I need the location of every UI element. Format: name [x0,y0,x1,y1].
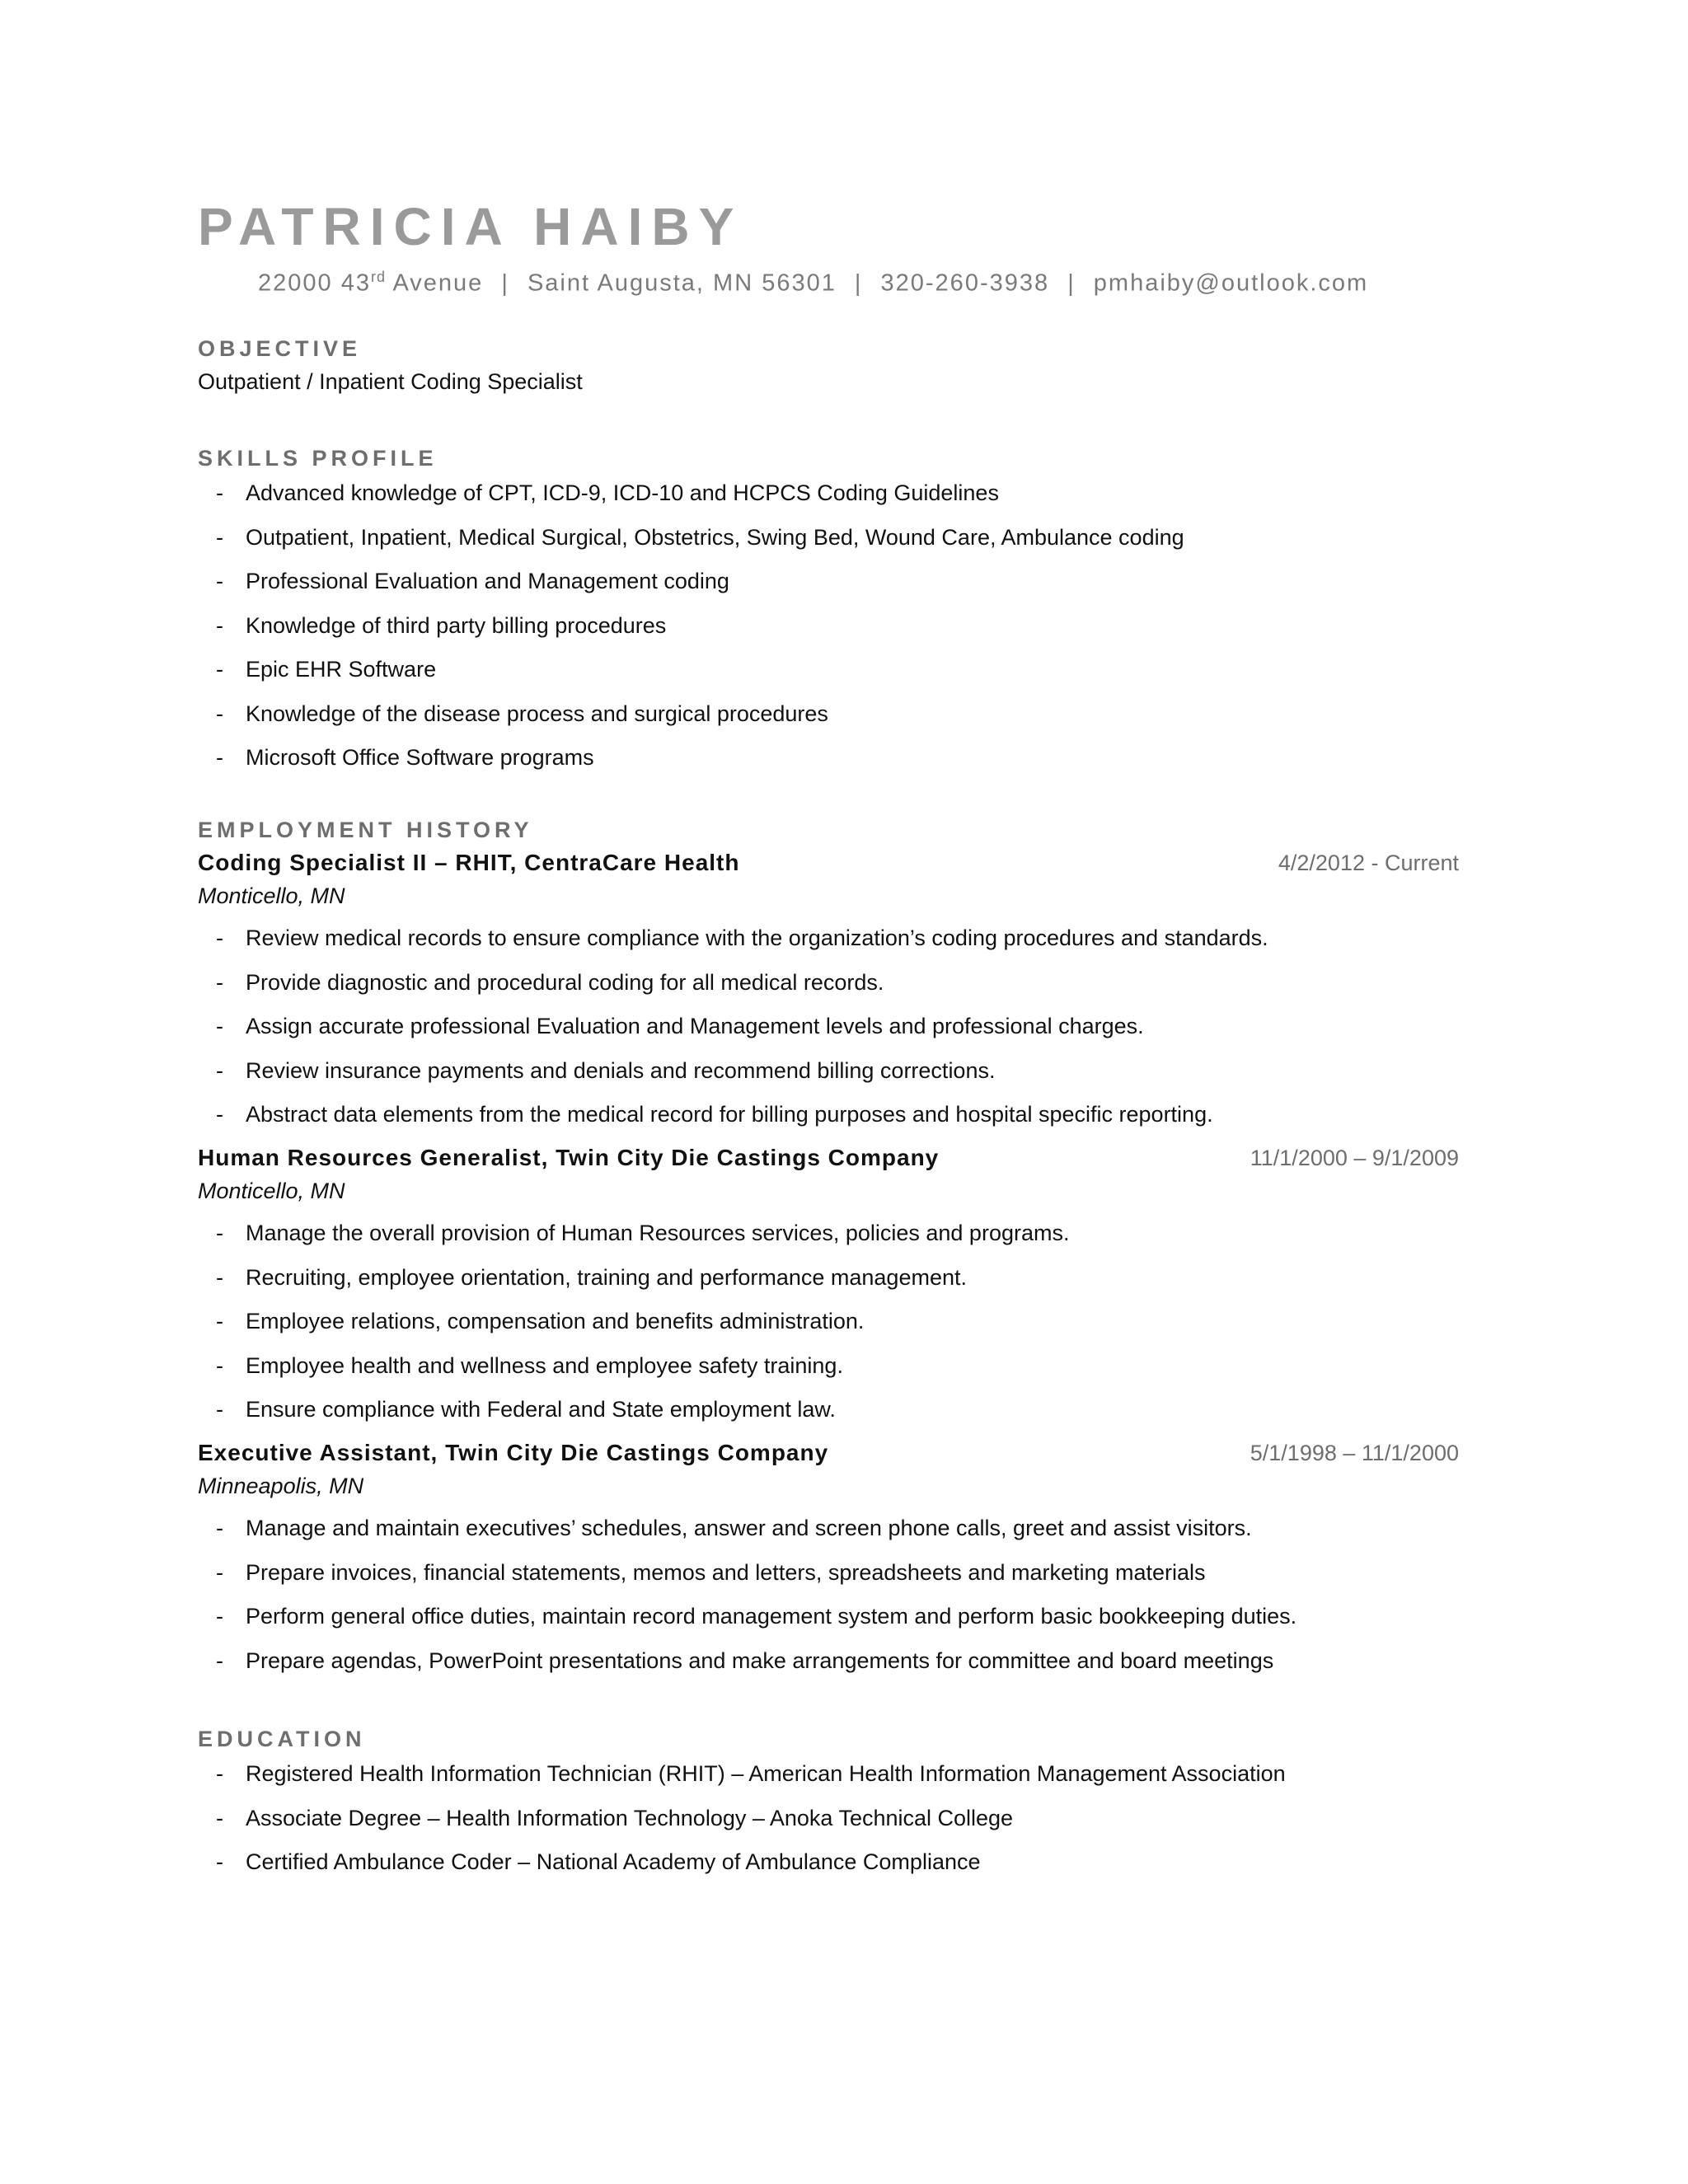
bullet-dash: - [216,480,223,505]
education-item [198,1840,1484,1885]
bullet-dash: - [216,1264,223,1290]
duty-item [198,916,1484,961]
job-dates: 5/1/1998 – 11/1/2000 [1250,1441,1459,1465]
duty-text: Recruiting, employee orientation, training and performance management. [246,1264,967,1290]
bullet-dash: - [216,1397,223,1422]
bullet-dash: - [216,1352,223,1378]
skill-item [198,736,1484,780]
bullet-dash: - [216,1604,223,1629]
job-title: Coding Specialist II – RHIT, CentraCare Health [198,850,740,875]
education-text: Associate Degree – Health Information Technology – Anoka Technical College [246,1805,1014,1830]
duty-text: Abstract data elements from the medical record for billing purposes and hospital specific reporting. [246,1102,1213,1127]
bullet-dash: - [216,524,223,550]
bullet-dash: - [216,1516,223,1540]
skill-item [198,516,1484,560]
bullet-dash: - [216,701,223,726]
job-title: Executive Assistant, Twin City Die Castings Company [198,1440,829,1465]
duty-text: Employee relations, compensation and benefits administration. [246,1309,865,1333]
address-city: Saint Augusta, MN 56301 [527,269,837,297]
address-suffix: rd [370,269,386,285]
job-duties-list [198,916,1484,1137]
duty-text: Assign accurate professional Evaluation and Management levels and professional charges. [246,1014,1144,1038]
email-address: pmhaiby@outlook.com [1093,269,1369,297]
skills-list [198,471,1484,780]
duty-item [198,1344,1484,1389]
skill-text: Knowledge of third party billing procedures [246,612,667,638]
skill-text: Outpatient, Inpatient, Medical Surgical, Obstetrics, Swing Bed, Wound Care, Ambulance coding [246,524,1184,550]
duty-item [198,1388,1484,1432]
duty-item [198,1639,1484,1684]
bullet-dash: - [216,745,223,770]
contact-separator: | [501,269,509,297]
skill-item [198,560,1484,604]
education-text: Certified Ambulance Coder – National Academy of Ambulance Compliance [246,1849,981,1874]
education-list [198,1752,1484,1885]
duty-text: Manage and maintain executives’ schedules, answer and screen phone calls, greet and assist visitors. [246,1516,1252,1540]
job-dates: 4/2/2012 - Current [1278,851,1459,875]
duty-item [198,1093,1484,1137]
job-duties-list [198,1507,1484,1683]
duty-text: Prepare invoices, financial statements, memos and letters, spreadsheets and marketing materials [246,1559,1206,1585]
skill-item [198,648,1484,692]
skill-text: Microsoft Office Software programs [246,745,594,770]
bullet-dash: - [216,1849,223,1874]
skill-text: Professional Evaluation and Management coding [246,569,729,593]
duty-item [198,1005,1484,1049]
contact-separator: | [854,269,863,297]
contact-line [258,269,1368,298]
education-text: Registered Health Information Technician (RHIT) – American Health Information Management Association [246,1761,1286,1786]
job-dates: 11/1/2000 – 9/1/2009 [1250,1146,1459,1170]
skills-heading: SKILLS PROFILE [198,446,438,471]
bullet-dash: - [216,1221,223,1245]
skill-text: Advanced knowledge of CPT, ICD-9, ICD-10 and HCPCS Coding Guidelines [246,480,999,505]
objective-heading: OBJECTIVE [198,336,362,361]
skill-item [198,471,1484,516]
phone-number: 320-260-3938 [880,269,1050,297]
skill-text: Knowledge of the disease process and surgical procedures [246,701,828,726]
education-heading: EDUCATION [198,1727,366,1751]
duty-item [198,1551,1484,1596]
bullet-dash: - [216,1761,223,1786]
duty-text: Review medical records to ensure compliance with the organization’s coding procedures and standards. [246,926,1268,950]
bullet-dash: - [216,926,223,950]
duty-item [198,961,1484,1005]
employment-heading: EMPLOYMENT HISTORY [198,818,533,842]
job-location: Monticello, MN [198,1179,345,1203]
address-street: Avenue [385,269,484,297]
duty-text: Review insurance payments and denials and recommend billing corrections. [246,1057,996,1083]
duty-item [198,1300,1484,1344]
bullet-dash: - [216,1559,223,1585]
job-location: Minneapolis, MN [198,1474,364,1498]
objective-text: Outpatient / Inpatient Coding Specialist [198,369,583,394]
duty-item [198,1507,1484,1551]
job-duties-list [198,1212,1484,1432]
duty-item [198,1049,1484,1094]
bullet-dash: - [216,1014,223,1038]
bullet-dash: - [216,1057,223,1083]
duty-text: Prepare agendas, PowerPoint presentations and make arrangements for committee and board meetings [246,1647,1274,1673]
duty-text: Provide diagnostic and procedural coding for all medical records. [246,969,884,995]
skill-item [198,604,1484,649]
duty-text: Perform general office duties, maintain record management system and perform basic bookkeeping duties. [246,1604,1297,1629]
education-item [198,1797,1484,1841]
bullet-dash: - [216,1805,223,1830]
address-number: 22000 43 [258,269,371,297]
job-title: Human Resources Generalist, Twin City Die Castings Company [198,1145,940,1170]
duty-item [198,1212,1484,1256]
job-location: Monticello, MN [198,883,345,908]
bullet-dash: - [216,612,223,638]
contact-separator: | [1067,269,1076,297]
duty-item [198,1256,1484,1301]
education-item [198,1752,1484,1797]
skill-item [198,692,1484,737]
bullet-dash: - [216,657,223,682]
skill-text: Epic EHR Software [246,657,437,682]
duty-item [198,1595,1484,1639]
resume-name: PATRICIA HAIBY [198,197,743,256]
bullet-dash: - [216,1102,223,1127]
bullet-dash: - [216,1309,223,1333]
duty-text: Employee health and wellness and employee safety training. [246,1352,843,1378]
duty-text: Manage the overall provision of Human Resources services, policies and programs. [246,1221,1070,1245]
bullet-dash: - [216,569,223,593]
duty-text: Ensure compliance with Federal and State employment law. [246,1397,836,1422]
bullet-dash: - [216,1647,223,1673]
bullet-dash: - [216,969,223,995]
